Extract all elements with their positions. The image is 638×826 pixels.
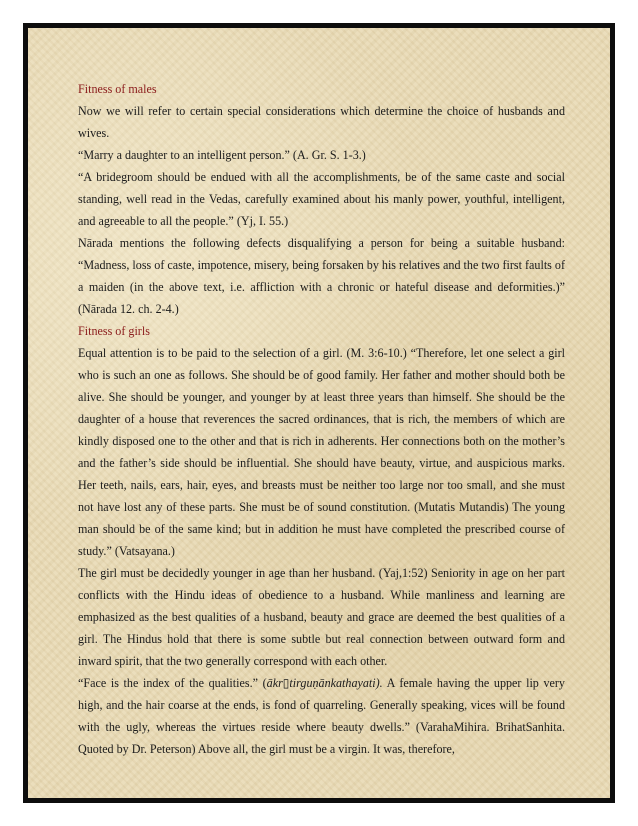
paragraph: Equal attention is to be paid to the selection of a girl. (M. 3:6-10.) “Therefore, let one select a girl who is such an one as follows. She should be of good family. Her father and mother should both be alive. She should be younger, and younger by at least three years than himself. She should be the daughter of a house that reverences the sacred ordinances, that is rich, the members of which are kindly disposed one to the other and that is rich in adherents. Her connections both on the mother’s and the father’s side should be influential. She should have beauty, virtue, and auspicious marks. Her teeth, nails, ears, hair, eyes, and breasts must be neither too large nor too small, and she must not have lost any of these parts. She must be of sound constitution. (Mutatis Mutandis) The young man should be of the same kind; but in addition he must have completed the prescribed course of study.” (Vatsayana.) bbox=[78, 346, 565, 558]
document-body bbox=[78, 78, 565, 760]
quote-lead: “Face is the index of the qualities.” ( bbox=[78, 676, 267, 690]
paragraph: Nārada mentions the following defects disqualifying a person for being a suitable husband: “Madness, loss of caste, impotence, misery, being forsaken by his relatives and the two first faults of a maiden (in the above text, i.e. affliction with a chronic or hateful disease and deformities.)” (Nārada 12. ch. 2-4.) bbox=[78, 236, 565, 316]
quote-paragraph: “A bridegroom should be endued with all the accomplishments, be of the same caste and social standing, well read in the Vedas, carefully examined about his manly power, youthful, intelligent, and agreeable to all the people.” (Yj, I. 55.) bbox=[78, 170, 565, 228]
quote-paragraph: “Marry a daughter to an intelligent person.” (A. Gr. S. 1-3.) bbox=[78, 148, 366, 162]
paragraph bbox=[78, 672, 565, 760]
paragraph: Now we will refer to certain special considerations which determine the choice of husbands and wives. bbox=[78, 104, 565, 140]
section-heading-girls: Fitness of girls bbox=[78, 324, 150, 338]
section-heading-males: Fitness of males bbox=[78, 82, 157, 96]
quote-rest: A female having the upper lip very high, and the hair coarse at the ends, is fond of quarreling. Generally speaking, vices will be found with the ugly, whereas the virtues reside where beauty dwells.” (VarahaMihira. BrihatSanhita. Quoted by Dr. Peterson) Above all, the girl must be a virgin. It was, therefore, bbox=[78, 676, 565, 756]
paragraph: The girl must be decidedly younger in age than her husband. (Yaj,1:52) Seniority in age on her part conflicts with the Hindu ideas of obedience to a husband. While manliness and learning are emphasized as the best qualities of a husband, beauty and grace are deemed the best qualities of a girl. The Hindus hold that there is some subtle but real connection between outward form and inward spirit, that the two generally correspond with each other. bbox=[78, 566, 565, 668]
page-frame bbox=[23, 23, 615, 803]
sanskrit-phrase: ākr▯tirguṇānkathayati). bbox=[266, 676, 383, 690]
